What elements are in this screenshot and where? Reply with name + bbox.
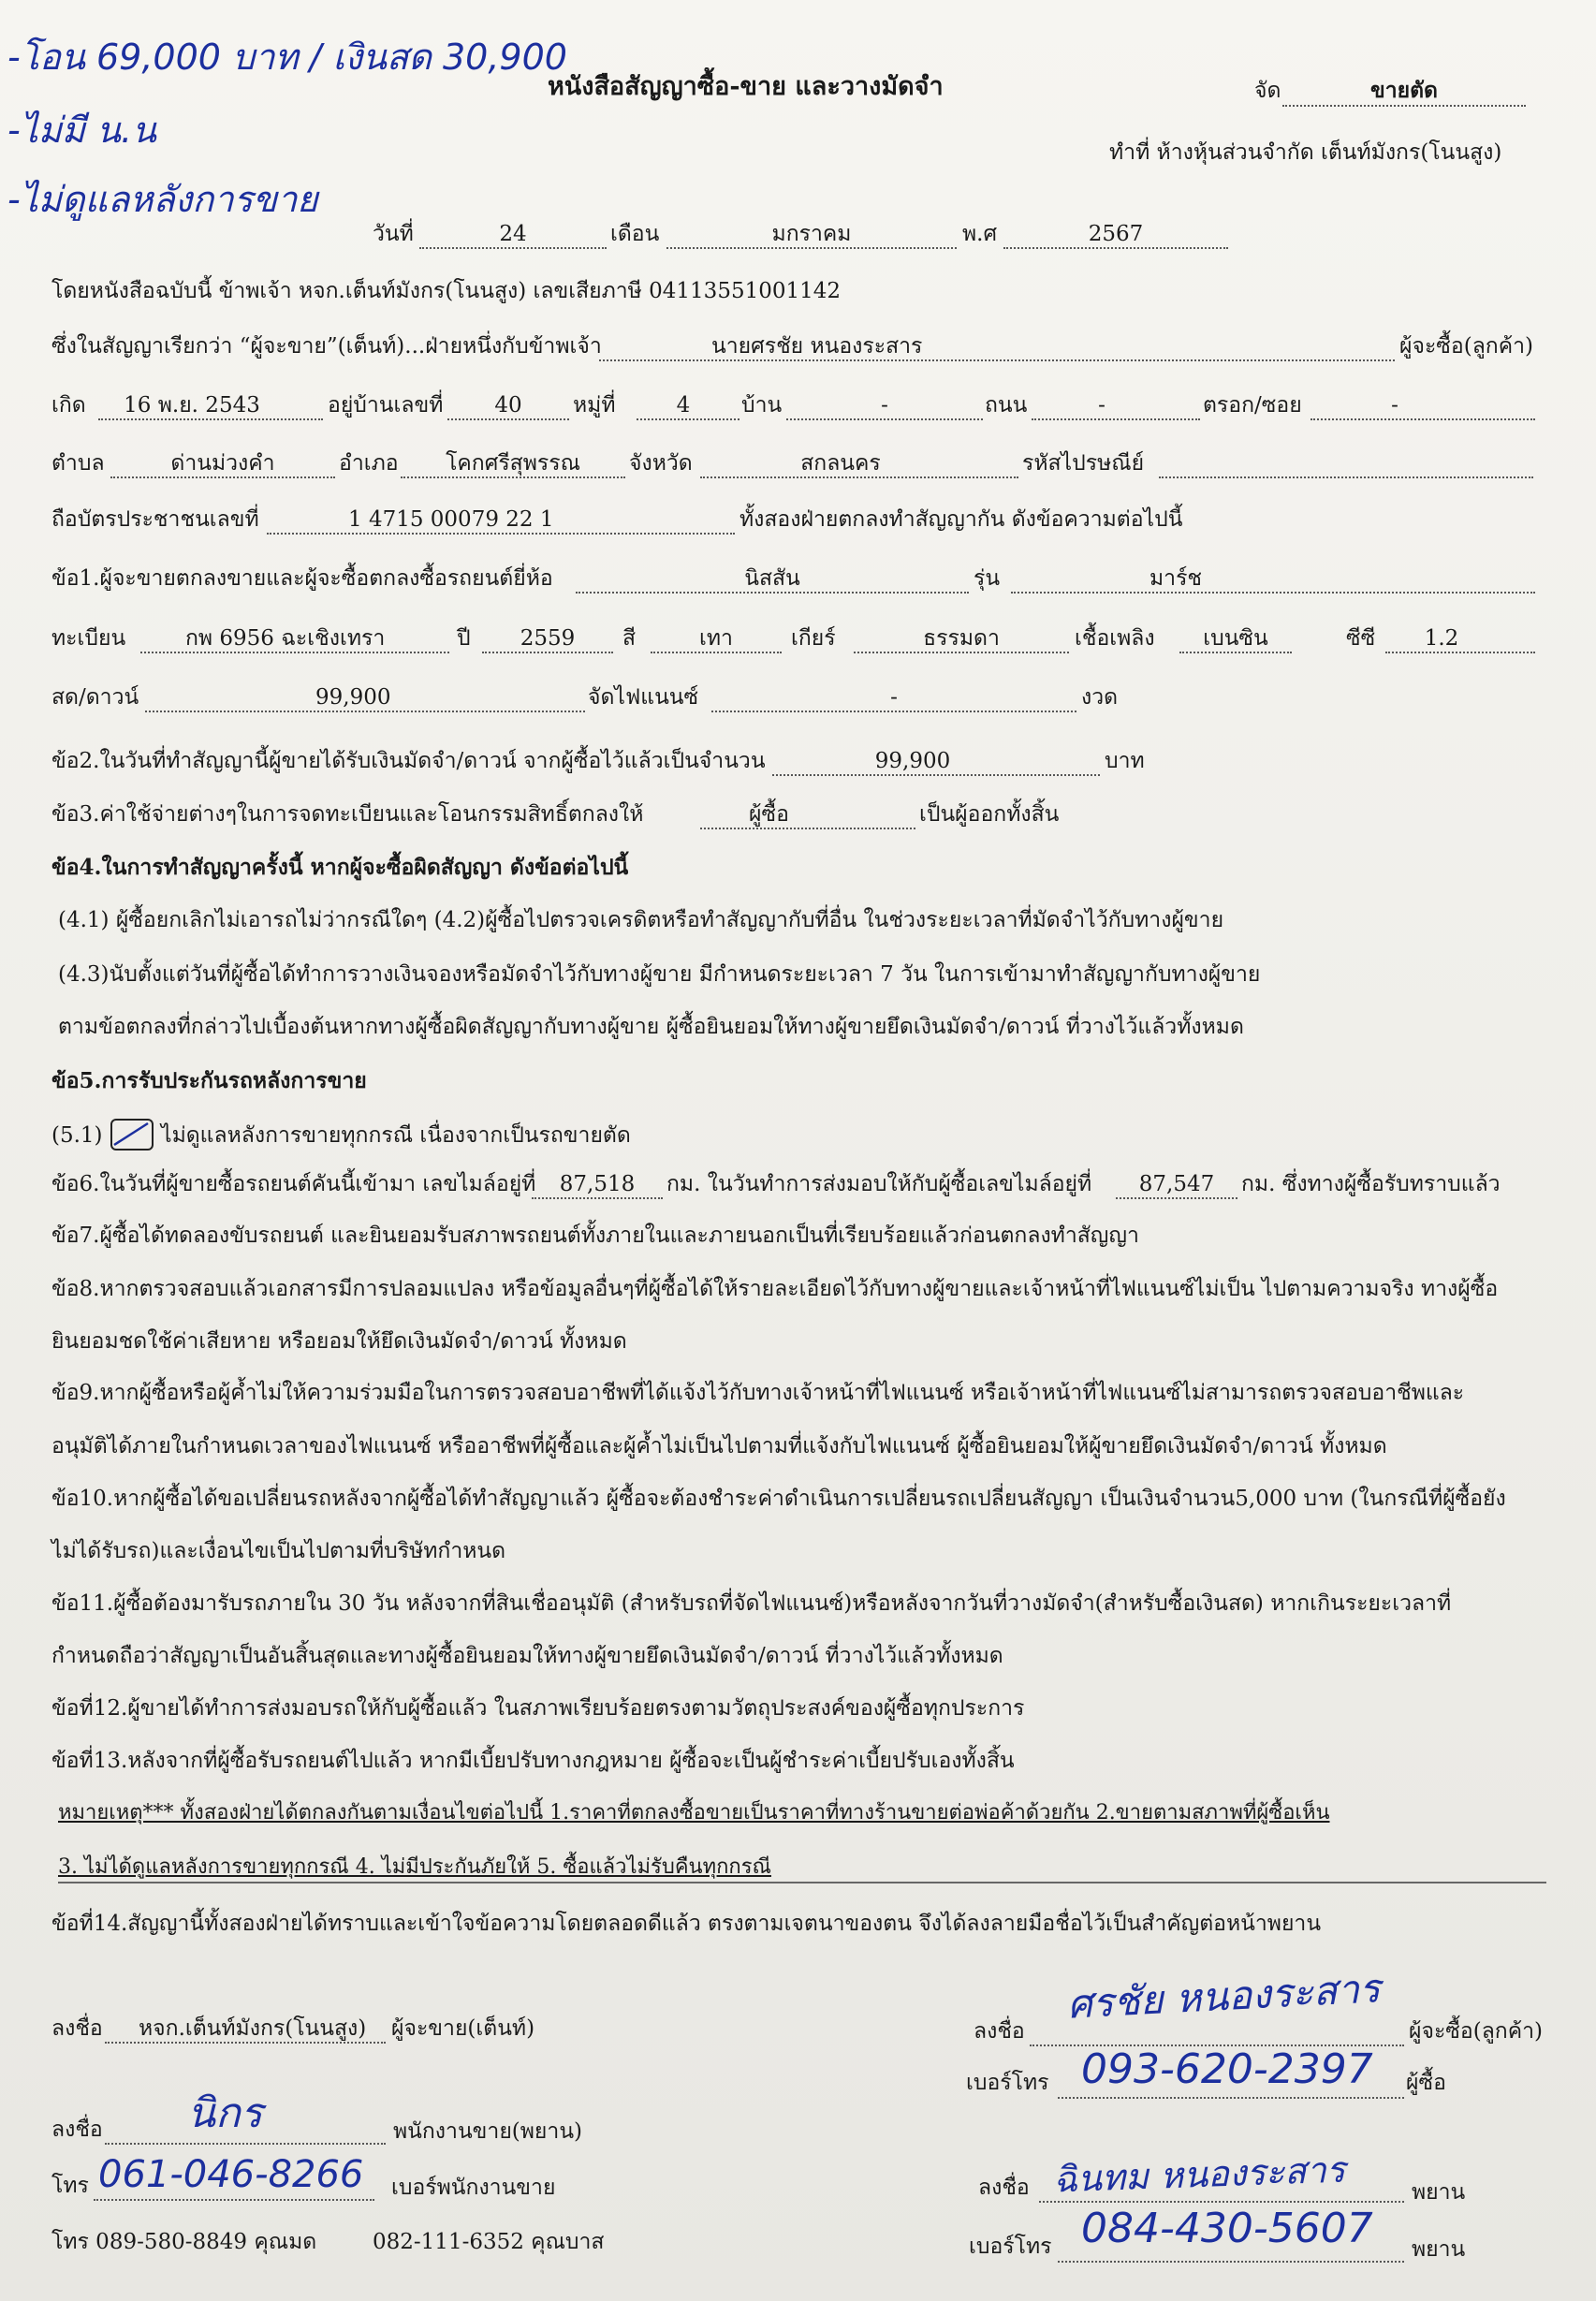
staff-sign-label: ลงชื่อ [51,2118,103,2142]
reg-value: กพ 6956 ฉะเชิงเทรา [185,626,386,651]
type-line [1282,105,1526,107]
staff-tel-line [94,2199,374,2201]
tambon-value: ด่านม่วงคำ [170,451,275,476]
witness-signature: ฉินทม หนองระสาร [1052,2148,1346,2201]
clause4-3a: (4.3)นับตั้งแต่วันที่ผู้ซื้อได้ทำการวางเงินจองหรือมัดจำไว้กับทางผู้ขาย มีกำหนดระยะเวลา 7 วัน ในการเข้ามาทำสัญญากับทางผู้ขาย [58,962,1261,987]
car-year-label: ปี [457,626,471,651]
clause6-c: กม. ซึ่งทางผู้ซื้อรับทราบแล้ว [1241,1172,1501,1196]
village-value: - [881,393,888,418]
finance-label: จัดไฟแนนซ์ [588,685,699,710]
house-value: 40 [494,393,522,418]
seller-role: ผู้จะขาย(เต็นท์) [391,2016,535,2041]
buyer-suffix: ผู้จะซื้อ(ลูกค้า) [1399,334,1533,359]
cc-value: 1.2 [1424,626,1459,651]
buyer-sign-label: ลงชื่อ [974,2019,1025,2044]
clause14: ข้อที่14.สัญญานี้ทั้งสองฝ่ายได้ทราบและเข้าใจข้อความโดยตลอดดีแล้ว ตรงตามเจตนาของตน จึงได้ลงลายมือชื่อไว้เป็นสำคัญต่อหน้าพยาน [51,1912,1322,1936]
buyer-signature: ศรชัย หนองระสาร [1065,1965,1382,2028]
year-label: พ.ศ [962,222,998,246]
buyer-phone: 093-620-2397 [1081,2045,1373,2093]
soi-value: - [1391,393,1398,418]
handwritten-note-1: -โอน 69,000 บาท / เงินสด 30,900 [7,37,567,78]
clause11b: กำหนดถือว่าสัญญาเป็นอันสิ้นสุดและทางผู้ซื้อยินยอมให้ทางผู้ขายยึดเงินมัดจำ/ดาวน์ ที่วางไว้แล้วทั้งหมด [51,1644,1003,1668]
clause10a: ข้อ10.หากผู้ซื้อได้ขอเปลี่ยนรถหลังจากผู้ซื้อได้ทำสัญญาแล้ว ผู้ซื้อจะต้องชำระค่าดำเนินการเปลี่ยนรถเปลี่ยนสัญญา เป็นเงินจำนวน5,000 บาท (ในกรณีที่ผู้ซื้อยัง [51,1487,1506,1511]
fuel-label: เชื้อเพลิง [1075,626,1155,651]
note-line-b-rule [58,1882,1546,1883]
road-label: ถนน [985,393,1028,418]
buyer-phone-role: ผู้ซื้อ [1406,2071,1446,2095]
buyer-phone-line [1058,2097,1404,2099]
clause3-suffix: เป็นผู้ออกทั้งสิ้น [919,802,1060,827]
gear-value: ธรรมดา [923,626,1000,651]
witness-phone-role: พยาน [1412,2237,1466,2262]
seller-sign-label: ลงชื่อ [51,2016,103,2041]
mile-out-value: 87,547 [1138,1172,1215,1196]
clause8b: ยินยอมชดใช้ค่าเสียหาย หรือยอมให้ยึดเงินมัดจำ/ดาวน์ ทั้งหมด [51,1329,627,1354]
type-label: จัด [1254,79,1281,103]
clause10b: ไม่ได้รับรถ)และเงื่อนไขเป็นไปตามที่บริษัทกำหนด [51,1539,506,1563]
witness-phone-line [1058,2261,1404,2263]
clause4-3b: ตามข้อตกลงที่กล่าวไปเบื้องต้นหากทางผู้ซื้อผิดสัญญากับทางผู้ขาย ผู้ซื้อยินยอมให้ทางผู้ขายยึดเงินมัดจำ/ดาวน์ ที่วางไว้แล้วทั้งหมด [58,1015,1244,1039]
clause5-title: ข้อ5.การรับประกันรถหลังการขาย [51,1068,367,1093]
buyer-role: ผู้จะซื้อ(ลูกค้า) [1409,2019,1543,2044]
witness-phone: 084-430-5607 [1081,2205,1373,2252]
clause5-1-text: ไม่ดูแลหลังการขายทุกกรณี เนื่องจากเป็นรถขายตัด [161,1123,631,1148]
clause3-line [700,828,915,829]
clause5-1-num: (5.1) [51,1123,103,1148]
born-label: เกิด [51,393,86,418]
model-label: รุ่น [974,566,1001,591]
contract-title: หนังสือสัญญาซื้อ-ขาย และวางมัดจำ [548,72,944,101]
staff-phone-role: เบอร์พนักงานขาย [391,2176,556,2200]
footer-contact-b: 082-111-6352 คุณบาส [373,2230,605,2254]
fuel-value: เบนซิน [1203,626,1268,651]
clause4-title: ข้อ4.ในการทำสัญญาครั้งนี้ หากผู้จะซื้อผิดสัญญา ดังข้อต่อไปนี้ [51,855,629,880]
village-label: บ้าน [741,393,783,418]
road-value: - [1098,393,1105,418]
clause5-checkbox[interactable] [110,1119,154,1150]
house-label: อยู่บ้านเลขที่ [328,393,444,418]
id-suffix: ทั้งสองฝ่ายตกลงทำสัญญากัน ดังข้อความต่อไปนี้ [739,507,1183,532]
amphoe-value: โคกศรีสุพรรณ [446,451,580,476]
cash-value: 99,900 [315,685,391,710]
color-value: เทา [699,626,733,651]
moo-value: 4 [676,393,691,418]
province-value: สกลนคร [800,451,881,476]
witness-role: พยาน [1412,2180,1466,2205]
clause11a: ข้อ11.ผู้ซื้อต้องมารับรถภายใน 30 วัน หลังจากที่สินเชื่ออนุมัติ (สำหรับรถที่จัดไฟแนนซ์)หรือหลังจากวันที่วางมัดจำ(สำหรับซื้อเงินสด) หากเกินระยะเวลาที่ [51,1591,1452,1616]
car-year-value: 2559 [520,626,576,651]
seller-sign-name: หจก.เต็นท์มังกร(โนนสูง) [139,2016,367,2041]
clause9a: ข้อ9.หากผู้ซื้อหรือผู้ค้ำไม่ให้ความร่วมมือในการตรวจสอบอาชีพที่ได้แจ้งไว้กับทางเจ้าหน้าที่ไฟแนนซ์ หรือเจ้าหน้าที่ไฟแนนซ์ไม่สามารถตรวจสอบอาชีพและ [51,1381,1465,1405]
year-value: 2567 [1088,222,1144,246]
clause12: ข้อที่12.ผู้ขายได้ทำการส่งมอบรถให้กับผู้ซื้อแล้ว ในสภาพเรียบร้อยตรงตามวัตถุประสงค์ของผู้ซื้อทุกประการ [51,1696,1025,1721]
day-value: 24 [499,222,527,246]
soi-label: ตรอก/ซอย [1203,393,1302,418]
month-value: มกราคม [771,222,852,246]
postcode-line [1159,476,1533,478]
staff-tel-label: โทร [51,2174,89,2198]
clause2-amount: 99,900 [874,749,951,773]
model-line [1011,592,1535,594]
intro-line: โดยหนังสือฉบับนี้ ข้าพเจ้า หจก.เต็นท์มังกร(โนนสูง) เลขเสียภาษี 04113551001142 [51,279,842,303]
cc-label: ซีซี [1346,626,1376,651]
clause8a: ข้อ8.หากตรวจสอบแล้วเอกสารมีการปลอมแปลง หรือข้อมูลอื่นๆที่ผู้ซื้อได้ให้รายละเอียดไว้กับทางผู้ขายและเจ้าหน้าที่ไฟแนนซ์ไม่เป็น ไปตามความจริง ทางผู้ซื้อ [51,1277,1499,1301]
clause2-label: ข้อ2.ในวันที่ทำสัญญานี้ผู้ขายได้รับเงินมัดจำ/ดาวน์ จากผู้ซื้อไว้แล้วเป็นจำนวน [51,749,766,773]
born-value: 16 พ.ย. 2543 [124,393,260,418]
amphoe-label: อำเภอ [339,451,399,476]
witness-phone-label: เบอร์โทร [969,2235,1052,2259]
note-line-a: หมายเหตุ*** ทั้งสองฝ่ายได้ตกลงกันตามเงื่อนไขต่อไปนี้ 1.ราคาที่ตกลงซื้อขายเป็นราคาที่ทางร้านขายต่อพ่อค้าด้วยกัน 2.ขายตามสภาพที่ผู้ซื้อเห็น [58,1801,1330,1825]
checkmark-icon [112,1121,152,1149]
clause6-a: ข้อ6.ในวันที่ผู้ขายซื้อรถยนต์คันนี้เข้ามา เลขไมล์อยู่ที่ [51,1172,536,1196]
gear-label: เกียร์ [791,626,836,651]
tambon-label: ตำบล [51,451,105,476]
clause2-unit: บาท [1105,749,1145,773]
clause7: ข้อ7.ผู้ซื้อได้ทดลองขับรถยนต์ และยินยอมรับสภาพรถยนต์ทั้งภายในและภายนอกเป็นที่เรียบร้อยแล้วก่อนตกลงทำสัญญา [51,1224,1139,1248]
postcode-label: รหัสไปรษณีย์ [1022,451,1145,476]
id-label: ถือบัตรประชาชนเลขที่ [51,507,259,532]
staff-signature: นิกร [187,2089,263,2137]
model-value: มาร์ช [1149,566,1203,591]
province-label: จังหวัด [629,451,693,476]
finance-value: - [890,685,898,710]
clause13: ข้อที่13.หลังจากที่ผู้ซื้อรับรถยนต์ไปแล้ว หากมีเบี้ยปรับทางกฎหมาย ผู้ซื้อจะเป็นผู้ชำระค่าเบี้ยปรับเองทั้งสิ้น [51,1749,1015,1773]
party-label: ซึ่งในสัญญาเรียกว่า “ผู้จะขาย”(เต็นท์)...ฝ่ายหนึ่งกับข้าพเจ้า [51,334,602,359]
color-label: สี [622,626,637,651]
day-label: วันที่ [373,222,414,246]
buyer-name: นายศรชัย หนองระสาร [711,334,923,359]
id-value: 1 4715 00079 22 1 [348,507,554,532]
cash-label: สด/ดาวน์ [51,685,139,710]
clause4-1: (4.1) ผู้ซื้อยกเลิกไม่เอารถไม่ว่ากรณีใดๆ (4.2)ผู้ซื้อไปตรวจเครดิตหรือทำสัญญากับที่อื่น ในช่วงระยะเวลาที่มัดจำไว้กับทางผู้ขาย [58,908,1224,932]
buyer-phone-label: เบอร์โทร [966,2071,1049,2095]
contract-location: ทำที่ ห้างหุ้นส่วนจำกัด เต็นท์มังกร(โนนสูง) [1109,140,1502,165]
witness-sign-label: ลงชื่อ [978,2176,1030,2200]
staff-phone: 061-046-8266 [98,2153,364,2196]
brand-value: นิสสัน [744,566,800,591]
handwritten-note-3: -ไม่ดูแลหลังการขาย [7,179,318,220]
type-value: ขายตัด [1370,78,1438,103]
clause9b: อนุมัติได้ภายในกำหนดเวลาของไฟแนนซ์ หรืออาชีพที่ผู้ซื้อและผู้ค้ำไม่เป็นไปตามที่แจ้งกับไฟแนนซ์ ผู้ซื้อยินยอมให้ผู้ขายยึดเงินมัดจำ/ดาวน์ ทั้งหมด [51,1434,1387,1458]
month-label: เดือน [610,222,660,246]
reg-label: ทะเบียน [51,626,126,651]
handwritten-note-2: -ไม่มี น.น [7,110,157,151]
mile-in-value: 87,518 [559,1172,636,1196]
installment-label: งวด [1081,685,1119,710]
clause3-who: ผู้ซื้อ [749,802,789,827]
staff-role: พนักงานขาย(พยาน) [393,2119,583,2144]
footer-contact-a: โทร 089-580-8849 คุณมด [51,2230,317,2254]
clause3-label: ข้อ3.ค่าใช้จ่ายต่างๆในการจดทะเบียนและโอนกรรมสิทธิ์ตกลงให้ [51,802,644,827]
clause6-b: กม. ในวันทำการส่งมอบให้กับผู้ซื้อเลขไมล์อยู่ที่ [666,1172,1092,1196]
moo-label: หมู่ที่ [573,393,616,418]
note-line-b: 3. ไม่ได้ดูแลหลังการขายทุกกรณี 4. ไม่มีประกันภัยให้ 5. ซื้อแล้วไม่รับคืนทุกกรณี [58,1855,771,1879]
clause1-label: ข้อ1.ผู้จะขายตกลงขายและผู้จะซื้อตกลงซื้อรถยนต์ยี่ห้อ [51,566,553,591]
